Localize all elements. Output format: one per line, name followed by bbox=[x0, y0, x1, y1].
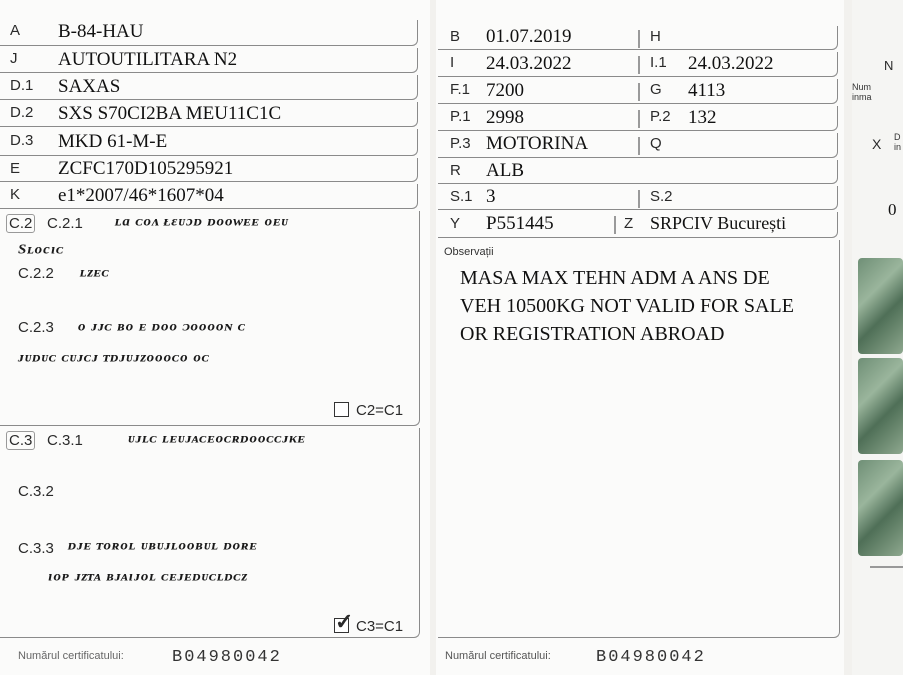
left-cert-number: B04980042 bbox=[172, 648, 282, 667]
label-c31: C.3.1 bbox=[47, 432, 83, 449]
hologram-sticker bbox=[858, 258, 903, 354]
observatii-line: VEH 10500KG NOT VALID FOR SALE bbox=[460, 295, 794, 317]
separator bbox=[638, 83, 640, 101]
separator bbox=[638, 56, 640, 74]
handwritten-c23-line1: ᴏ ᴊᴊᴄ ʙᴏ ᴇ ᴅᴏᴏ ᴐᴏᴏᴏᴏɴ ᴄ bbox=[78, 319, 247, 335]
row-d2 bbox=[0, 102, 418, 127]
hologram-sticker bbox=[858, 460, 903, 556]
label-h: H bbox=[650, 28, 661, 45]
observatii-label: Observații bbox=[444, 246, 494, 258]
label-c2: C.2 bbox=[6, 214, 35, 233]
row-s1 bbox=[438, 186, 838, 210]
separator bbox=[638, 190, 640, 208]
right-partial-text-1: Num bbox=[852, 82, 872, 92]
label-c21: C.2.1 bbox=[47, 215, 83, 232]
label-k: K bbox=[10, 186, 21, 203]
label-f1: F.1 bbox=[450, 81, 471, 98]
value-service-mass: 4113 bbox=[688, 80, 726, 101]
row-j bbox=[0, 48, 418, 73]
right-partial-heading: N bbox=[884, 58, 894, 73]
separator bbox=[638, 30, 640, 48]
label-i1: I.1 bbox=[650, 54, 667, 71]
section-c2 bbox=[0, 211, 420, 426]
label-s1: S.1 bbox=[450, 188, 473, 205]
value-engine-capacity: 2998 bbox=[486, 107, 524, 128]
value-type: SXS S70CI2BA MEU11C1C bbox=[58, 103, 282, 124]
value-max-mass: 7200 bbox=[486, 80, 524, 101]
value-certificate-series: P551445 bbox=[486, 213, 554, 234]
value-approval-number: e1*2007/46*1607*04 bbox=[58, 185, 224, 206]
label-p3: P.3 bbox=[450, 135, 471, 152]
row-f1 bbox=[438, 79, 838, 104]
right-partial-text-2: inma bbox=[852, 92, 872, 102]
handwritten-c23-line2: ᴊᴜᴅᴜᴄ ᴄᴜᴊᴄᴊ ᴛᴅᴊᴜᴊᴢᴏᴏᴏᴄᴏ ᴏᴄ bbox=[18, 350, 210, 366]
row-r bbox=[438, 160, 838, 184]
middle-cert-number: B04980042 bbox=[596, 648, 706, 667]
label-c22: C.2.2 bbox=[18, 265, 54, 282]
label-c3: C.3 bbox=[6, 431, 35, 450]
section-observatii bbox=[438, 240, 840, 638]
value-first-registration-date: 01.07.2019 bbox=[486, 26, 572, 47]
c2-equals-c1-label: C2=C1 bbox=[356, 402, 404, 419]
label-e: E bbox=[10, 160, 21, 177]
row-p3 bbox=[438, 133, 838, 158]
row-a bbox=[0, 20, 418, 46]
label-q: Q bbox=[650, 135, 662, 152]
value-engine-power: 132 bbox=[688, 107, 717, 128]
right-divider bbox=[870, 566, 903, 568]
value-registration-number: B-84-HAU bbox=[58, 21, 144, 42]
separator bbox=[638, 137, 640, 155]
label-g: G bbox=[650, 81, 662, 98]
observatii-line: MASA MAX TEHN ADM A ANS DE bbox=[460, 267, 770, 289]
check-mark-icon: ✓ bbox=[335, 609, 354, 634]
label-c23: C.2.3 bbox=[18, 319, 54, 336]
value-issuing-authority: SRPCIV București bbox=[650, 213, 787, 233]
section-c3 bbox=[0, 428, 420, 638]
label-j: J bbox=[10, 50, 18, 67]
label-p1: P.1 bbox=[450, 108, 471, 125]
handwritten-c31: ᴜᴊʟᴄ ʟᴇᴜᴊᴀᴄᴇᴏᴄʀᴅᴏᴏᴄᴄᴊᴋᴇ bbox=[128, 431, 306, 447]
right-partial-number: 0 bbox=[888, 200, 897, 219]
middle-cert-label: Numărul certificatului: bbox=[445, 650, 551, 662]
separator bbox=[614, 216, 616, 234]
value-seats: 3 bbox=[486, 186, 496, 207]
label-p2: P.2 bbox=[650, 108, 671, 125]
value-registration-date: 24.03.2022 bbox=[486, 53, 572, 74]
row-d1 bbox=[0, 75, 418, 100]
value-certificate-date: 24.03.2022 bbox=[688, 53, 774, 74]
c2-equals-c1-checkbox[interactable] bbox=[334, 402, 349, 417]
label-y: Y bbox=[450, 215, 461, 232]
row-d3 bbox=[0, 129, 418, 156]
c3-equals-c1-label: C3=C1 bbox=[356, 618, 404, 635]
label-d1: D.1 bbox=[10, 77, 34, 94]
handwritten-c33-line2: ɪᴏᴘ ᴊᴢᴛᴀ ʙᴊᴀɪᴊᴏʟ ᴄᴇᴊᴇᴅᴜᴄʟᴅᴄᴢ bbox=[48, 569, 248, 585]
handwritten-c21-line2: Sʟocɪᴄ bbox=[18, 242, 65, 258]
value-commercial-name: MKD 61-M-E bbox=[58, 131, 168, 152]
separator bbox=[638, 110, 640, 128]
right-partial-text-3: D bbox=[894, 132, 901, 142]
label-s2: S.2 bbox=[650, 188, 673, 205]
label-c32: C.3.2 bbox=[18, 483, 54, 500]
value-fuel-type: MOTORINA bbox=[486, 133, 589, 154]
left-cert-label: Numărul certificatului: bbox=[18, 650, 124, 662]
row-p1 bbox=[438, 106, 838, 131]
row-b-h bbox=[438, 26, 838, 50]
label-z: Z bbox=[624, 215, 634, 232]
label-a: A bbox=[10, 22, 21, 39]
observatii-line: OR REGISTRATION ABROAD bbox=[460, 323, 725, 345]
row-i bbox=[438, 52, 838, 77]
handwritten-c22: ʟᴢᴇᴄ bbox=[80, 265, 110, 281]
row-e bbox=[0, 158, 418, 182]
handwritten-c21-line1: ʟa ᴄoᴧ ᴌɛᴜɔᴅ ᴅᴏᴏᴡᴇᴇ ᴏᴇᴜ bbox=[115, 214, 289, 230]
row-k bbox=[0, 184, 418, 209]
value-color: ALB bbox=[486, 160, 524, 181]
label-r: R bbox=[450, 162, 461, 179]
label-d3: D.3 bbox=[10, 132, 34, 149]
right-x-label: X bbox=[872, 136, 882, 152]
label-c33: C.3.3 bbox=[18, 540, 54, 557]
value-vin: ZCFC170D105295921 bbox=[58, 158, 234, 179]
observatii-text bbox=[460, 264, 794, 348]
value-make: SAXAS bbox=[58, 76, 121, 97]
label-i: I bbox=[450, 54, 455, 71]
row-y-z bbox=[438, 212, 838, 238]
hologram-sticker bbox=[858, 358, 903, 454]
value-vehicle-category: AUTOUTILITARA N2 bbox=[58, 49, 238, 70]
label-b: B bbox=[450, 28, 461, 45]
right-partial-text-4: in bbox=[894, 142, 902, 152]
handwritten-c33-line1: ᴅᴊᴇ ᴛᴏʀᴏʟ ᴜʙᴜᴊʟᴏᴏʙᴜʟ ᴅᴏʀᴇ bbox=[68, 538, 258, 554]
label-d2: D.2 bbox=[10, 104, 34, 121]
